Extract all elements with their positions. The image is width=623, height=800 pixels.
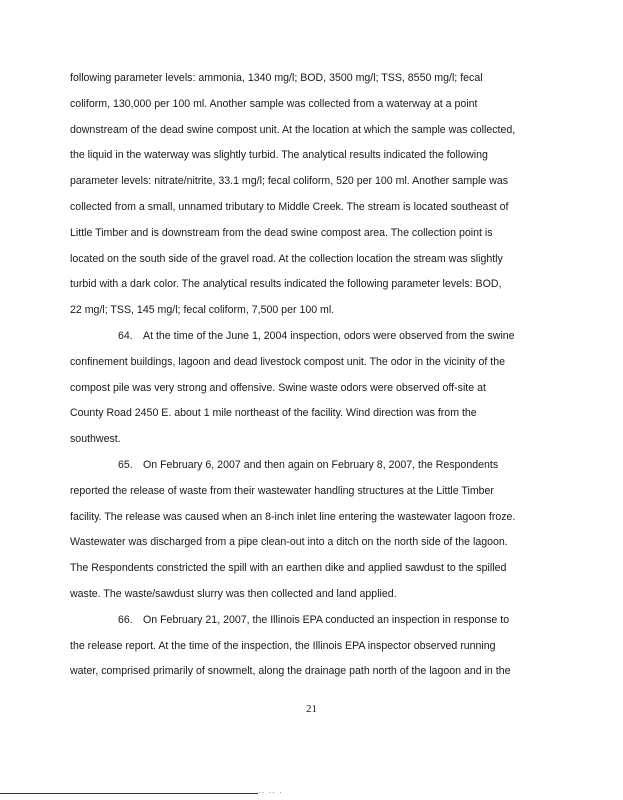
line-text: compost pile was very strong and offensive. Swine waste odors were observed off-site at — [70, 381, 486, 394]
text-line — [70, 530, 550, 556]
text-line — [70, 505, 550, 531]
paragraph-number: 64. — [118, 329, 133, 342]
line-text: parameter levels: nitrate/nitrite, 33.1 mg/l; fecal coliform, 520 per 100 ml. Another sample was — [70, 175, 509, 188]
line-text: The Respondents constricted the spill with an earthen dike and applied sawdust to the spilled — [70, 562, 507, 575]
line-text: County Road 2450 E. about 1 mile northeast of the facility. Wind direction was from the — [70, 407, 477, 420]
line-text: water, comprised primarily of snowmelt, along the drainage path north of the lagoon and in the — [70, 665, 511, 678]
text-line — [70, 324, 550, 350]
line-text: coliform, 130,000 per 100 ml. Another sample was collected from a waterway at a point — [70, 97, 478, 110]
text-line — [70, 659, 550, 685]
text-line — [70, 143, 550, 169]
text-line — [70, 247, 550, 273]
text-line — [70, 453, 550, 479]
line-text: located on the south side of the gravel road. At the collection location the stream was slightly — [70, 252, 503, 265]
text-line — [70, 556, 550, 582]
text-line — [70, 350, 550, 376]
line-text: At the time of the June 1, 2004 inspection, odors were observed from the swine — [143, 329, 515, 342]
text-line — [70, 66, 550, 92]
line-text: On February 6, 2007 and then again on February 8, 2007, the Respondents — [143, 458, 499, 471]
line-text: 22 mg/l; TSS, 145 mg/l; fecal coliform, 7,500 per 100 ml. — [70, 304, 335, 317]
paragraph-number: 65. — [118, 458, 133, 471]
text-line — [70, 608, 550, 634]
text-line — [70, 221, 550, 247]
text-line — [70, 376, 550, 402]
text-line — [70, 92, 550, 118]
line-text: Wastewater was discharged from a pipe clean-out into a ditch on the north side of the lagoon. — [70, 536, 508, 549]
line-text: facility. The release was caused when an 8-inch inlet line entering the wastewater lagoon froze. — [70, 510, 516, 523]
line-text: collected from a small, unnamed tributary to Middle Creek. The stream is located southeast of — [70, 200, 509, 213]
line-text: Little Timber and is downstream from the dead swine compost area. The collection point is — [70, 226, 493, 239]
text-line — [70, 427, 550, 453]
line-text: the liquid in the waterway was slightly turbid. The analytical results indicated the following — [70, 149, 488, 162]
paragraph-number: 66. — [118, 613, 133, 626]
line-text: confinement buildings, lagoon and dead livestock compost unit. The odor in the vicinity of the — [70, 355, 506, 368]
text-line — [70, 634, 550, 660]
footer-rule — [0, 793, 258, 794]
text-line — [70, 272, 550, 298]
line-text: the release report. At the time of the inspection, the Illinois EPA inspector observed running — [70, 639, 496, 652]
line-text: downstream of the dead swine compost unit. At the location at which the sample was collected, — [70, 123, 516, 136]
text-line — [70, 582, 550, 608]
line-text: reported the release of waste from their wastewater handling structures at the Little Timber — [70, 484, 494, 497]
text-line — [70, 195, 550, 221]
text-line — [70, 298, 550, 324]
line-text: On February 21, 2007, the Illinois EPA conducted an inspection in response to — [143, 613, 510, 626]
page-number: 21 — [306, 703, 317, 715]
text-line — [70, 479, 550, 505]
line-text: southwest. — [70, 433, 121, 446]
body-text — [70, 66, 550, 685]
line-text: following parameter levels: ammonia, 1340 mg/l; BOD, 3500 mg/l; TSS, 8550 mg/l; fecal — [70, 72, 483, 84]
text-line — [70, 118, 550, 144]
line-text: waste. The waste/sawdust slurry was then collected and land applied. — [70, 587, 397, 600]
footer-marks: ·· ·· · — [258, 788, 283, 797]
text-line — [70, 169, 550, 195]
line-text: turbid with a dark color. The analytical results indicated the following parameter levels: BOD, — [70, 278, 502, 291]
text-line — [70, 401, 550, 427]
